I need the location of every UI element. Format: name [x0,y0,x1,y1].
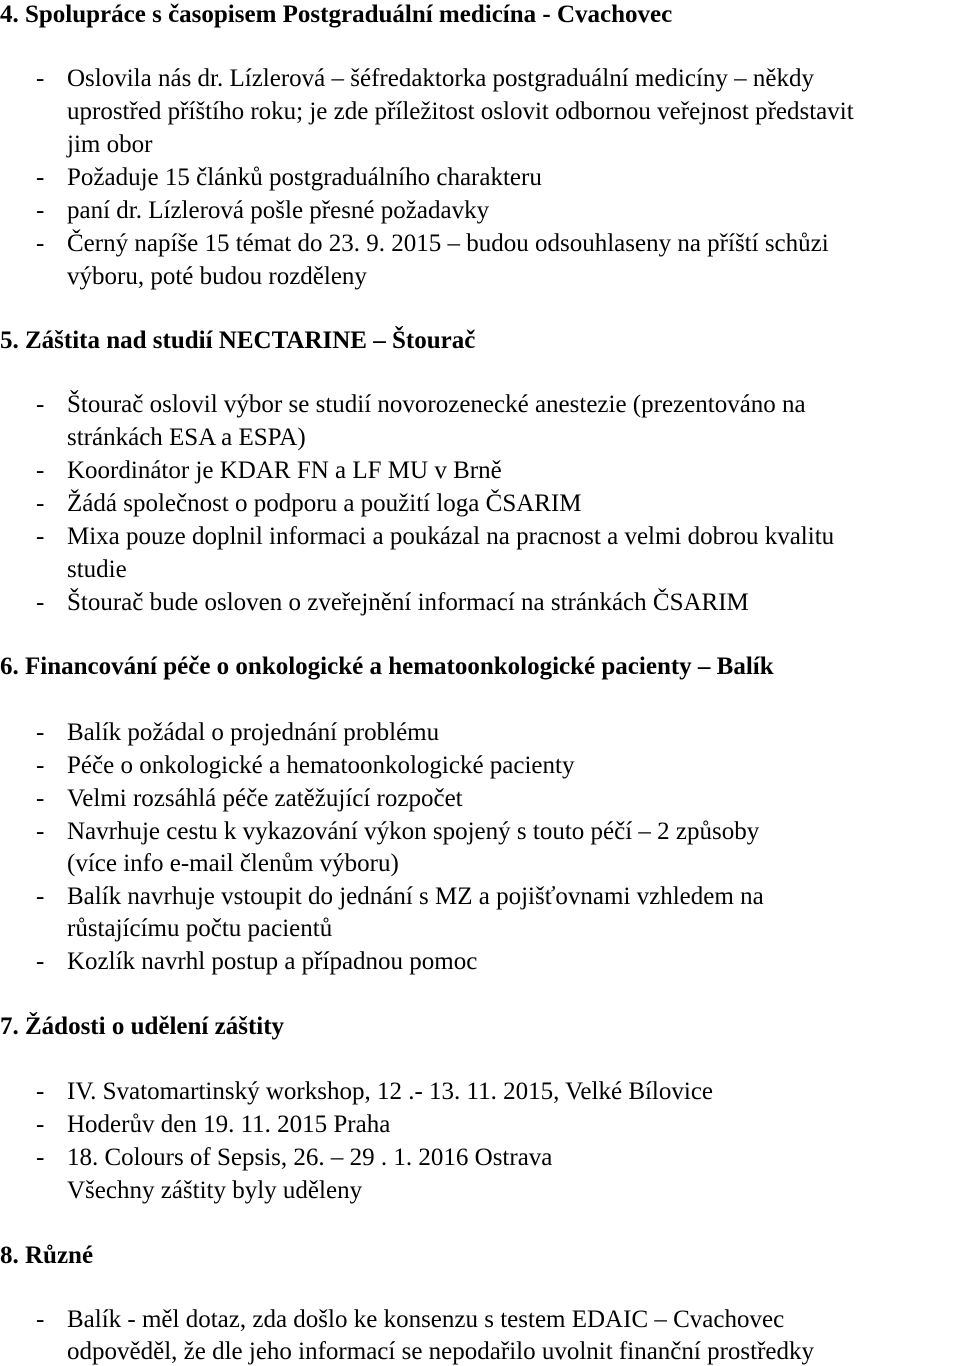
bullet-text: Balík - měl dotaz, zda došlo ke konsenzu s testem EDAIC – Cvachovec [67,1306,785,1333]
bullet-text: Mixa pouze doplnil informaci a poukázal na pracnost a velmi dobrou kvalitu [67,523,835,550]
bullet-dash: - [36,1111,45,1138]
bullet-text: Velmi rozsáhlá péče zatěžující rozpočet [67,785,463,812]
bullet-dash: - [36,65,45,92]
bullet-text: výboru, poté budou rozděleny [67,263,367,290]
bullet-dash: - [36,391,45,418]
bullet-text: Kozlík navrhl postup a případnou pomoc [67,948,478,975]
bullet-text: uprostřed příštího roku; je zde příležitost oslovit odbornou veřejnost představit [67,98,854,125]
bullet-dash: - [36,818,45,845]
bullet-text: Navrhuje cestu k vykazování výkon spojený s touto péčí – 2 způsoby [67,818,760,845]
bullet-dash: - [36,197,45,224]
bullet-text: odpověděl, že dle jeho informací se nepodařilo uvolnit finanční prostředky [67,1338,814,1365]
bullet-text: Všechny záštity byly uděleny [67,1177,363,1204]
bullet-text: růstajícímu počtu pacientů [67,915,333,942]
bullet-text: Koordinátor je KDAR FN a LF MU v Brně [67,457,502,484]
bullet-text: Žádá společnost o podporu a použití loga ČSARIM [67,490,582,517]
bullet-dash: - [36,785,45,812]
bullet-dash: - [36,883,45,910]
bullet-text: (více info e-mail členům výboru) [67,850,399,877]
section-heading: 7. Žádosti o udělení záštity [0,1013,285,1040]
bullet-dash: - [36,164,45,191]
bullet-dash: - [36,948,45,975]
bullet-dash: - [36,230,45,257]
bullet-dash: - [36,523,45,550]
bullet-text: Balík navrhuje vstoupit do jednání s MZ a pojišťovnami vzhledem na [67,883,764,910]
bullet-dash: - [36,1078,45,1105]
bullet-text: Požaduje 15 článků postgraduálního charakteru [67,164,542,191]
bullet-dash: - [36,752,45,779]
bullet-text: Černý napíše 15 témat do 23. 9. 2015 – budou odsouhlaseny na příští schůzi [67,230,829,257]
bullet-dash: - [36,457,45,484]
bullet-text: IV. Svatomartinský workshop, 12 .- 13. 11. 2015, Velké Bílovice [67,1078,714,1105]
bullet-text: 18. Colours of Sepsis, 26. – 29 . 1. 2016 Ostrava [67,1144,553,1171]
section-heading: 5. Záštita nad studií NECTARINE – Štourač [0,327,476,354]
bullet-dash: - [36,1306,45,1333]
bullet-text: Balík požádal o projednání problému [67,719,440,746]
bullet-text: stránkách ESA a ESPA) [67,424,306,451]
bullet-text: studie [67,556,127,583]
bullet-dash: - [36,589,45,616]
section-heading: 4. Spolupráce s časopisem Postgraduální medicína - Cvachovec [0,1,673,28]
section-heading: 6. Financování péče o onkologické a hematoonkologické pacienty – Balík [0,653,774,680]
bullet-text: Štourač bude osloven o zveřejnění informací na stránkách ČSARIM [67,589,749,616]
bullet-dash: - [36,719,45,746]
bullet-text: jim obor [67,131,153,158]
bullet-text: paní dr. Lízlerová pošle přesné požadavky [67,197,490,224]
bullet-text: Štourač oslovil výbor se studií novorozenecké anestezie (prezentováno na [67,391,806,418]
section-heading: 8. Různé [0,1242,94,1269]
bullet-text: Oslovila nás dr. Lízlerová – šéfredaktorka postgraduální medicíny – někdy [67,65,815,92]
bullet-dash: - [36,1144,45,1171]
bullet-dash: - [36,490,45,517]
bullet-text: Hoderův den 19. 11. 2015 Praha [67,1111,391,1138]
bullet-text: Péče o onkologické a hematoonkologické pacienty [67,752,575,779]
